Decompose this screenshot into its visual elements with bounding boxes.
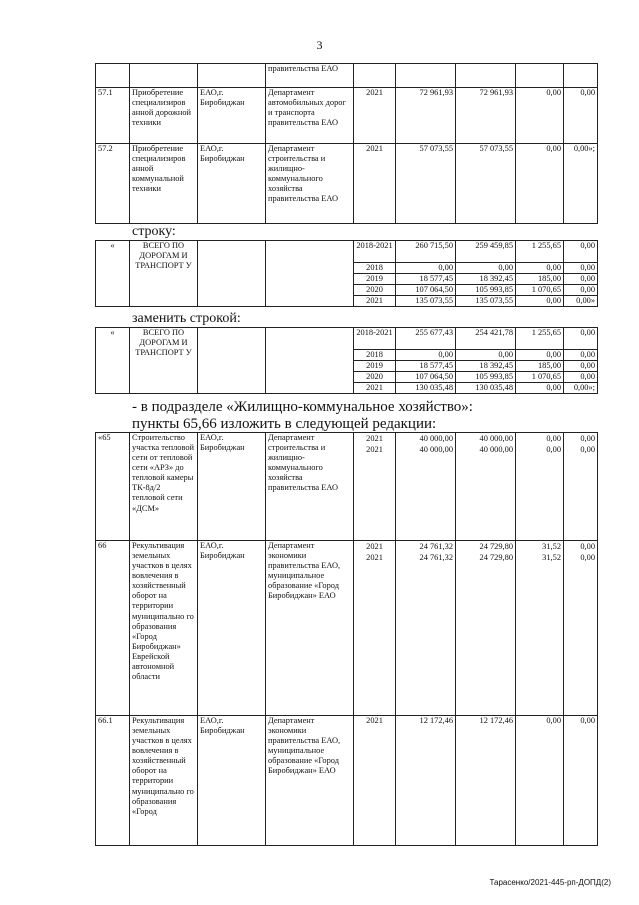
dept-cell: Департамент экономики правительства ЕАО, муниципальное образование «Город Биробиджан» ЕАО: [266, 541, 354, 716]
year-cell: 2018-2021: [354, 241, 396, 263]
value-cell: 0,00: [516, 383, 564, 394]
table-top: [95, 63, 598, 224]
value-cell: 1 255,65: [516, 328, 564, 350]
item-name: ВСЕГО ПО ДОРОГАМ И ТРАНСПОРТ У: [130, 328, 198, 394]
value-line: 0,00: [546, 445, 561, 454]
value-cell: 0,00: [564, 285, 598, 296]
value-line: 0,00: [580, 542, 595, 551]
place-cell: ЕАО,г. Биробиджан: [198, 541, 266, 716]
table-bottom: [95, 432, 598, 846]
row-number: 57.2: [96, 144, 130, 224]
value-cell: 130 035,48: [456, 383, 516, 394]
value-cell: 12 172,46: [456, 716, 516, 846]
year-line: 2021: [366, 434, 383, 443]
label-stroku: строку:: [132, 224, 176, 239]
row-number: 66.1: [96, 716, 130, 846]
table-row: [96, 716, 598, 846]
table-new-total: [95, 327, 598, 394]
value-cell: 0,00: [456, 350, 516, 361]
value-cell: 1 070,65: [516, 285, 564, 296]
row-number: 57.1: [96, 88, 130, 144]
dept-cell: Департамент экономики правительства ЕАО, муниципальное образование «Город Биробиджан» ЕАО: [266, 716, 354, 846]
value-cell: 1 070,65: [516, 372, 564, 383]
place-cell: ЕАО,г. Биробиджан: [198, 88, 266, 144]
total-cell: [396, 433, 456, 541]
year-cell: 2021: [354, 296, 396, 307]
dept-cell: Департамент строительства и жилищно-коммунального хозяйства правительства ЕАО: [266, 433, 354, 541]
year-cell: 2018: [354, 263, 396, 274]
value-cell: 185,00: [516, 274, 564, 285]
value-cell: 0,00: [564, 263, 598, 274]
year-cell: 2020: [354, 285, 396, 296]
item-name: Строительство участка тепловой сети от тепловой сети «АРЗ» до тепловой камеры ТК-8д/2 тепловой сети «ДСМ»: [130, 433, 198, 541]
points-label: пункты 65,66 изложить в следующей редакции:: [132, 416, 437, 432]
table-row: [96, 144, 598, 224]
value-cell: 0,00»;: [564, 383, 598, 394]
value-line: 0,00: [580, 553, 595, 562]
value-cell: 1 255,65: [516, 241, 564, 263]
value-line: 31,52: [542, 553, 561, 562]
year-cell: 2019: [354, 361, 396, 372]
value-line: 24 729,80: [479, 553, 513, 562]
year-cell: [354, 433, 396, 541]
value-cell: 0,00: [564, 328, 598, 350]
year-cell: 2021: [354, 716, 396, 846]
page-number: 3: [316, 38, 323, 52]
value-cell: 135 073,55: [456, 296, 516, 307]
year-cell: 2019: [354, 274, 396, 285]
total-cell: 107 064,50: [396, 372, 456, 383]
year-cell: 2021: [354, 144, 396, 224]
value-cell: 185,00: [516, 361, 564, 372]
value-cell: [564, 433, 598, 541]
total-line: 24 761,32: [419, 542, 453, 551]
value-line: 0,00: [580, 445, 595, 454]
item-name: Приобретение специализиров анной дорожной техники: [130, 88, 198, 144]
total-cell: 18 577,45: [396, 274, 456, 285]
value-cell: 0,00: [516, 716, 564, 846]
value-cell: 0,00: [564, 274, 598, 285]
table-row: [96, 64, 598, 88]
subsection-label: - в подразделе «Жилищно-коммунальное хозяйство»:: [132, 399, 473, 415]
total-cell: 130 035,48: [396, 383, 456, 394]
value-line: 40 000,00: [479, 445, 513, 454]
value-cell: 0,00: [564, 88, 598, 144]
value-cell: 105 993,85: [456, 372, 516, 383]
value-cell: 0,00: [564, 241, 598, 263]
value-line: 24 729,80: [479, 542, 513, 551]
value-cell: 0,00: [516, 263, 564, 274]
value-cell: 0,00: [516, 144, 564, 224]
total-cell: 57 073,55: [396, 144, 456, 224]
value-cell: [516, 433, 564, 541]
value-cell: [456, 433, 516, 541]
value-cell: 259 459,85: [456, 241, 516, 263]
label-zamenit: заменить строкой:: [132, 311, 241, 326]
value-cell: 0,00: [456, 263, 516, 274]
value-line: 40 000,00: [479, 434, 513, 443]
value-cell: [456, 541, 516, 716]
value-cell: [564, 541, 598, 716]
value-cell: 105 993,85: [456, 285, 516, 296]
year-cell: 2018-2021: [354, 328, 396, 350]
year-cell: 2018: [354, 350, 396, 361]
table-row: [96, 541, 598, 716]
item-name: Приобретение специализиров анной коммунальной техники: [130, 144, 198, 224]
value-line: 0,00: [546, 434, 561, 443]
dept-cell: Департамент строительства и жилищно-коммунального хозяйства правительства ЕАО: [266, 144, 354, 224]
total-line: 40 000,00: [419, 445, 453, 454]
total-cell: [396, 541, 456, 716]
item-name: Рекультивация земельных участков в целях вовлечения в хозяйственный оборот на территории муниципально го образования «Город: [130, 716, 198, 846]
value-cell: 0,00: [564, 716, 598, 846]
year-line: 2021: [366, 553, 383, 562]
value-line: 0,00: [580, 434, 595, 443]
item-name: ВСЕГО ПО ДОРОГАМ И ТРАНСПОРТ У: [130, 241, 198, 307]
place-cell: ЕАО,г. Биробиджан: [198, 433, 266, 541]
total-cell: 12 172,46: [396, 716, 456, 846]
value-cell: 0,00: [516, 350, 564, 361]
quote-mark: «: [96, 328, 130, 394]
row-number: «65: [96, 433, 130, 541]
table-row: [96, 88, 598, 144]
total-cell: 72 961,93: [396, 88, 456, 144]
total-cell: 255 677,43: [396, 328, 456, 350]
value-cell: 18 392,45: [456, 274, 516, 285]
quote-mark: «: [96, 241, 130, 307]
year-cell: [354, 541, 396, 716]
total-cell: 135 073,55: [396, 296, 456, 307]
value-cell: 0,00: [564, 350, 598, 361]
value-cell: [516, 541, 564, 716]
value-cell: 0,00»;: [564, 144, 598, 224]
item-name: Рекультивация земельных участков в целях вовлечения в хозяйственный оборот на территории муниципально го образования «Город Биробиджан» Еврейской автономной области: [130, 541, 198, 716]
place-cell: ЕАО,г. Биробиджан: [198, 716, 266, 846]
total-cell: 260 715,50: [396, 241, 456, 263]
year-line: 2021: [366, 445, 383, 454]
total-line: 24 761,32: [419, 553, 453, 562]
total-cell: 18 577,45: [396, 361, 456, 372]
year-cell: 2021: [354, 88, 396, 144]
row-number: 66: [96, 541, 130, 716]
year-line: 2021: [366, 542, 383, 551]
dept-cell: правительства ЕАО: [266, 64, 354, 88]
place-cell: ЕАО,г. Биробиджан: [198, 144, 266, 224]
total-cell: 107 064,50: [396, 285, 456, 296]
value-cell: 72 961,93: [456, 88, 516, 144]
dept-cell: Департамент автомобильных дорог и транспорта правительства ЕАО: [266, 88, 354, 144]
value-line: 31,52: [542, 542, 561, 551]
total-cell: 0,00: [396, 350, 456, 361]
value-cell: 254 421,78: [456, 328, 516, 350]
value-cell: 0,00: [516, 296, 564, 307]
footer-code: Тарасенко/2021-445-рп-ДОПД(2): [489, 878, 611, 887]
value-cell: 18 392,45: [456, 361, 516, 372]
value-cell: 0,00: [564, 372, 598, 383]
year-cell: 2020: [354, 372, 396, 383]
value-cell: 0,00: [516, 88, 564, 144]
value-cell: 0,00: [564, 361, 598, 372]
table-old-total: [95, 240, 598, 307]
total-cell: 0,00: [396, 263, 456, 274]
table-row: [96, 433, 598, 541]
value-cell: 57 073,55: [456, 144, 516, 224]
value-cell: 0,00»: [564, 296, 598, 307]
year-cell: 2021: [354, 383, 396, 394]
total-line: 40 000,00: [419, 434, 453, 443]
